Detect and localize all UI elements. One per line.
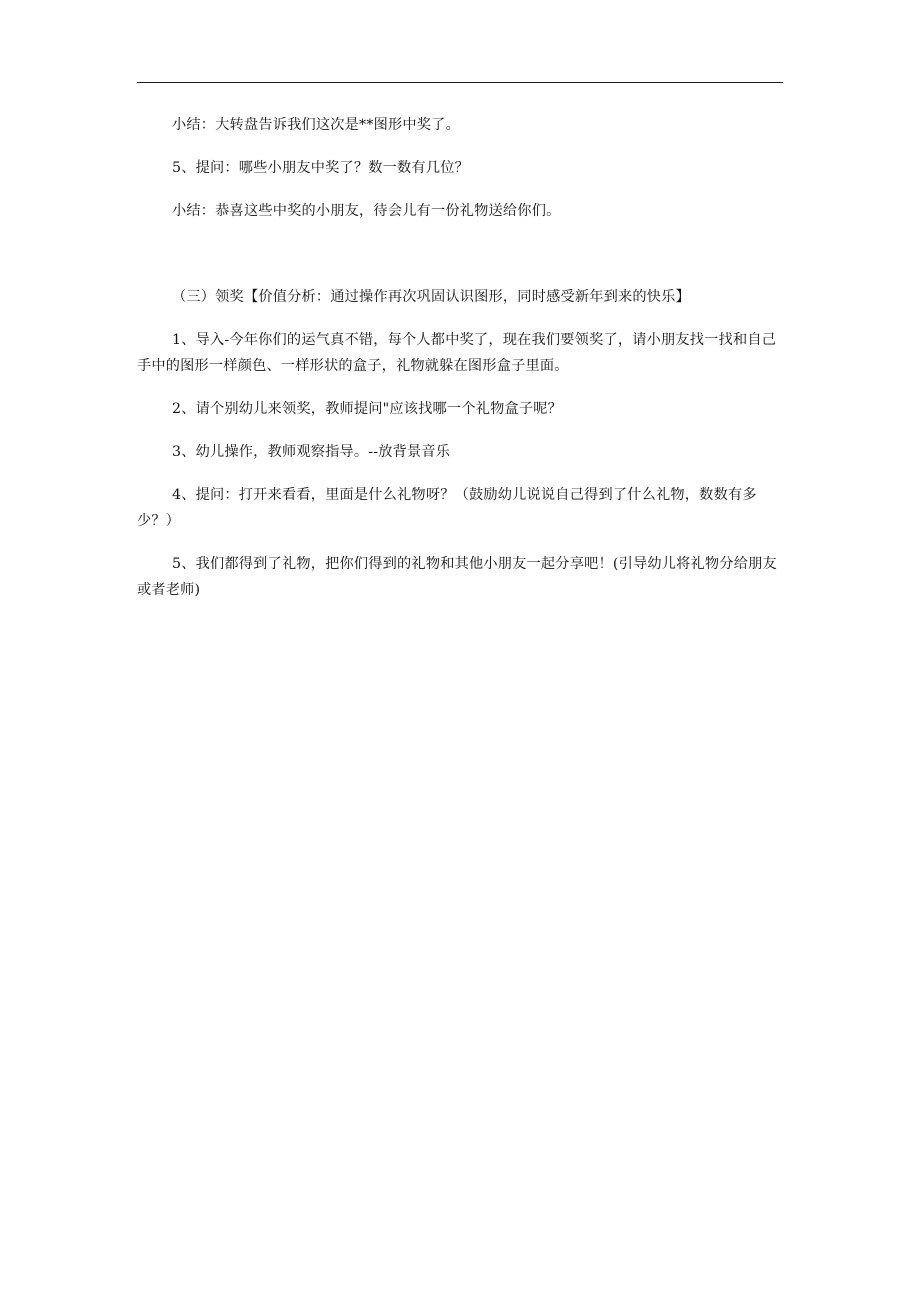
paragraph-step-5: 5、我们都得到了礼物，把你们得到的礼物和其他小朋友一起分享吧！(引导幼儿将礼物分给朋友或者老师) <box>137 556 777 598</box>
paragraph-step-3: 3、幼儿操作，教师观察指导。--放背景音乐 <box>172 444 451 460</box>
paragraph-summary-1: 小结：大转盘告诉我们这次是**图形中奖了。 <box>172 117 460 133</box>
paragraph-step-2: 2、请个别幼儿来领奖，教师提问"应该找哪一个礼物盒子呢？ <box>172 401 563 417</box>
paragraph-step-1: 1、导入-今年你们的运气真不错，每个人都中奖了，现在我们要领奖了，请小朋友找一找和自己手中的图形一样颜色、一样形状的盒子，礼物就躲在图形盒子里面。 <box>137 332 777 374</box>
header-rule <box>137 82 783 83</box>
section-heading-award: （三）领奖【价值分析：通过操作再次巩固认识图形，同时感受新年到来的快乐】 <box>172 289 690 305</box>
paragraph-summary-2: 小结：恭喜这些中奖的小朋友，待会儿有一份礼物送给你们。 <box>172 203 561 219</box>
paragraph-question-5: 5、提问：哪些小朋友中奖了？数一数有几位？ <box>172 160 469 176</box>
document-body <box>137 112 783 603</box>
paragraph-step-4: 4、提问：打开来看看，里面是什么礼物呀？（鼓励幼儿说说自己得到了什么礼物，数数有多少？） <box>137 487 757 529</box>
